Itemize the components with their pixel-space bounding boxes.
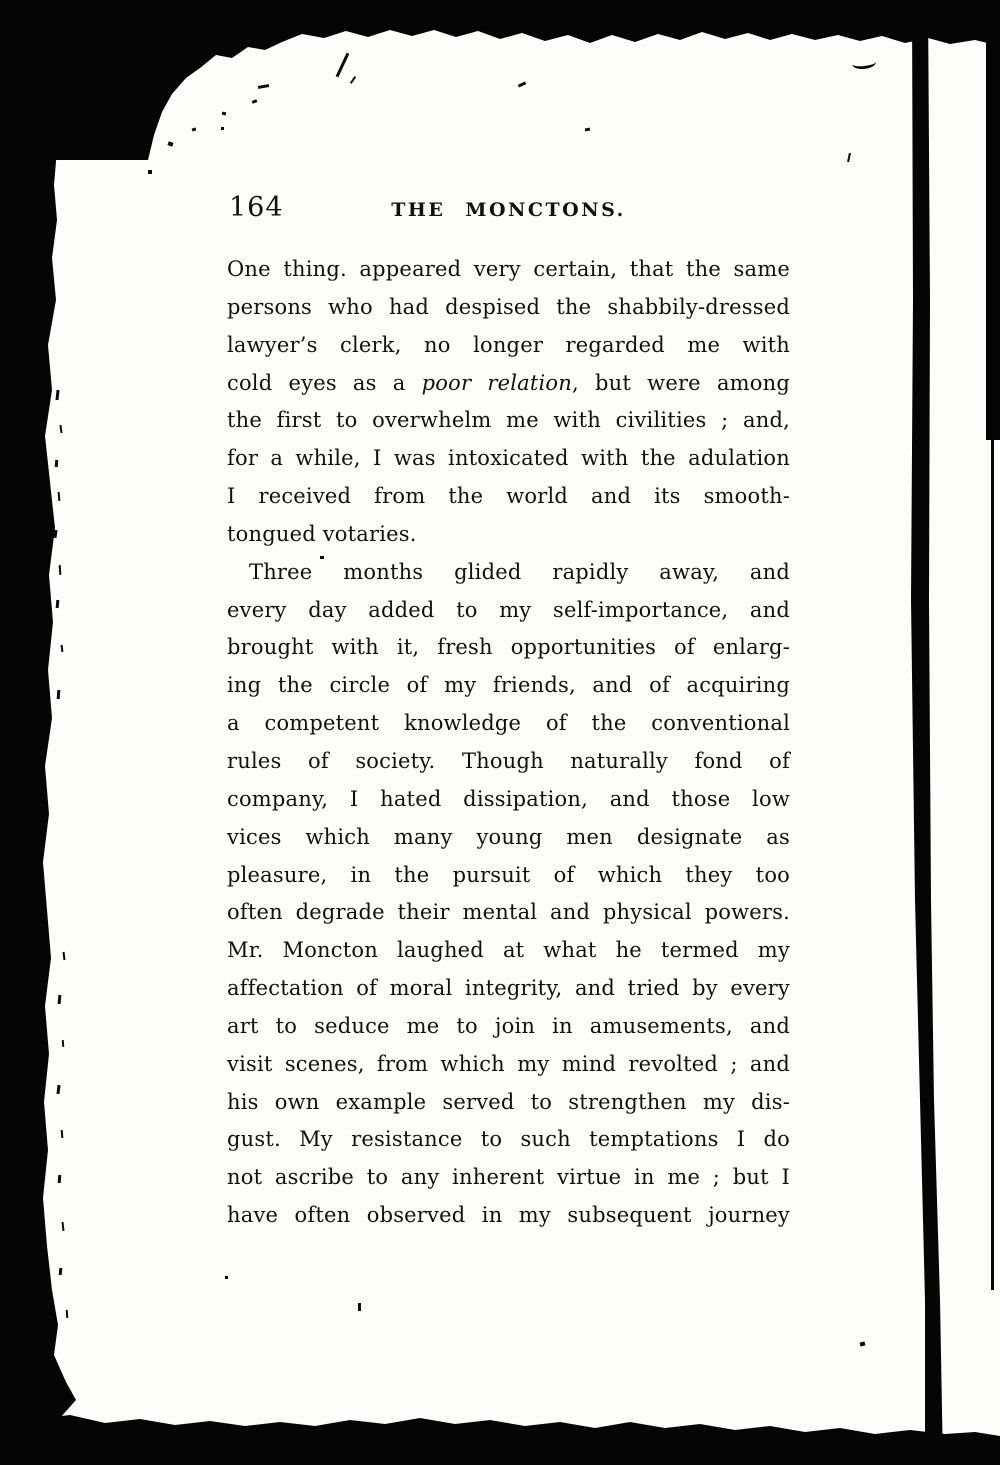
text-line: [227, 857, 790, 895]
scan-speck: [358, 1303, 361, 1311]
text-line: [227, 932, 790, 970]
scan-speck: [62, 1040, 64, 1047]
text-line: [227, 516, 790, 554]
text-line: [227, 402, 790, 440]
text-line: [227, 1008, 790, 1046]
scan-speck: [336, 53, 350, 78]
body-text: [227, 251, 790, 1235]
text-run: the first to overwhelm me with civilities ; and,: [227, 408, 790, 433]
scan-speck: [221, 127, 224, 130]
page-header: [227, 192, 790, 228]
scan-speck: [57, 690, 61, 699]
scan-binding-bar: [900, 0, 1000, 1465]
text-line: [227, 705, 790, 743]
text-line: [227, 894, 790, 932]
scan-speck: [148, 170, 152, 174]
scan-speck: [61, 1130, 64, 1138]
scan-speck: [56, 1085, 60, 1094]
text-line: [227, 1197, 790, 1235]
text-line: [227, 478, 790, 516]
text-line: [227, 365, 790, 403]
text-run: cold eyes as a: [227, 370, 422, 395]
text-line: [227, 1084, 790, 1122]
scan-border-right-line: [991, 420, 994, 1290]
text-run: for a while, I was intoxicated with the adulation: [227, 446, 790, 471]
text-run: art to seduce me to join in amusements, and: [227, 1013, 790, 1038]
text-run: a competent knowledge of the conventional: [227, 711, 790, 736]
text-line: [227, 629, 790, 667]
text-run: pleasure, in the pursuit of which they too: [227, 862, 790, 887]
text-run: company, I hated dissipation, and those low: [227, 786, 790, 811]
scan-speck: [860, 1341, 866, 1346]
text-line: [227, 1046, 790, 1084]
scan-speck: [350, 76, 356, 84]
scan-speck: [55, 460, 58, 467]
text-line: [227, 781, 790, 819]
text-line: [227, 667, 790, 705]
running-title: THE MONCTONS.: [391, 199, 626, 221]
text-line: [227, 1159, 790, 1197]
text-run: Three months glided rapidly away, and: [249, 559, 790, 584]
text-run: his own example served to strengthen my dis-: [227, 1089, 790, 1114]
italic-text: poor relation: [421, 370, 572, 395]
text-run: vices which many young men designate as: [227, 824, 790, 849]
text-line: [227, 592, 790, 630]
scan-border-right-edge: [986, 0, 1000, 440]
scan-speck: [59, 1268, 63, 1275]
scan-speck: [55, 390, 59, 400]
scan-speck: [167, 141, 173, 146]
text-run: One thing. appeared very certain, that the same: [227, 257, 790, 281]
text-run: affectation of moral integrity, and tried by every: [227, 976, 790, 1001]
scan-smudge-curve: [851, 56, 876, 70]
text-run: , but were among: [571, 370, 790, 395]
text-line: [227, 554, 790, 592]
text-run: persons who had despised the shabbily-dressed: [227, 294, 790, 319]
scan-speck: [66, 1310, 69, 1318]
text-line: [227, 251, 790, 289]
text-run: Mr. Moncton laughed at what he termed my: [227, 938, 790, 963]
scan-speck: [63, 952, 66, 960]
text-run: gust. My resistance to such temptations I do: [227, 1127, 790, 1152]
scan-speck: [222, 112, 226, 116]
text-line: [227, 289, 790, 327]
text-run: often degrade their mental and physical powers.: [227, 900, 790, 925]
scan-speck: [56, 600, 60, 608]
scan-speck: [59, 565, 62, 575]
scan-speck: [585, 128, 590, 132]
scan-speck: [53, 530, 57, 538]
scan-speck: [61, 645, 64, 652]
text-run: brought with it, fresh opportunities of enlarg-: [227, 635, 790, 660]
scan-speck: [320, 556, 324, 559]
text-line: [227, 743, 790, 781]
scan-speck: [58, 1175, 62, 1183]
scan-border-left: [0, 0, 110, 1465]
scan-speck: [192, 128, 197, 132]
text-line: [227, 327, 790, 365]
text-line: [227, 440, 790, 478]
scan-speck: [252, 99, 258, 104]
text-run: every day added to my self-importance, and: [227, 597, 790, 622]
text-run: rules of society. Though naturally fond of: [227, 748, 790, 773]
text-run: lawyer’s clerk, no longer regarded me with: [227, 332, 790, 357]
text-line: [227, 819, 790, 857]
scan-speck: [847, 153, 851, 162]
scan-border-bottom: [0, 1405, 1000, 1465]
text-run: I received from the world and its smooth-: [227, 484, 790, 509]
text-run: have often observed in my subsequent journey: [227, 1203, 790, 1228]
scan-speck: [59, 425, 62, 433]
text-run: ing the circle of my friends, and of acquiring: [227, 673, 790, 698]
scan-speck: [258, 84, 269, 89]
text-run: visit scenes, from which my mind revolted ; and: [227, 1051, 790, 1076]
text-run: tongued votaries.: [227, 521, 417, 546]
scan-speck: [518, 81, 527, 87]
scan-speck: [58, 492, 61, 501]
scan-border-top: [0, 0, 1000, 160]
text-line: [227, 970, 790, 1008]
text-run: not ascribe to any inherent virtue in me ; but I: [227, 1165, 790, 1190]
page-number: 164: [229, 192, 284, 223]
text-line: [227, 1121, 790, 1159]
scan-speck: [62, 1222, 65, 1231]
scan-speck: [58, 995, 62, 1004]
scan-speck: [225, 1276, 228, 1279]
